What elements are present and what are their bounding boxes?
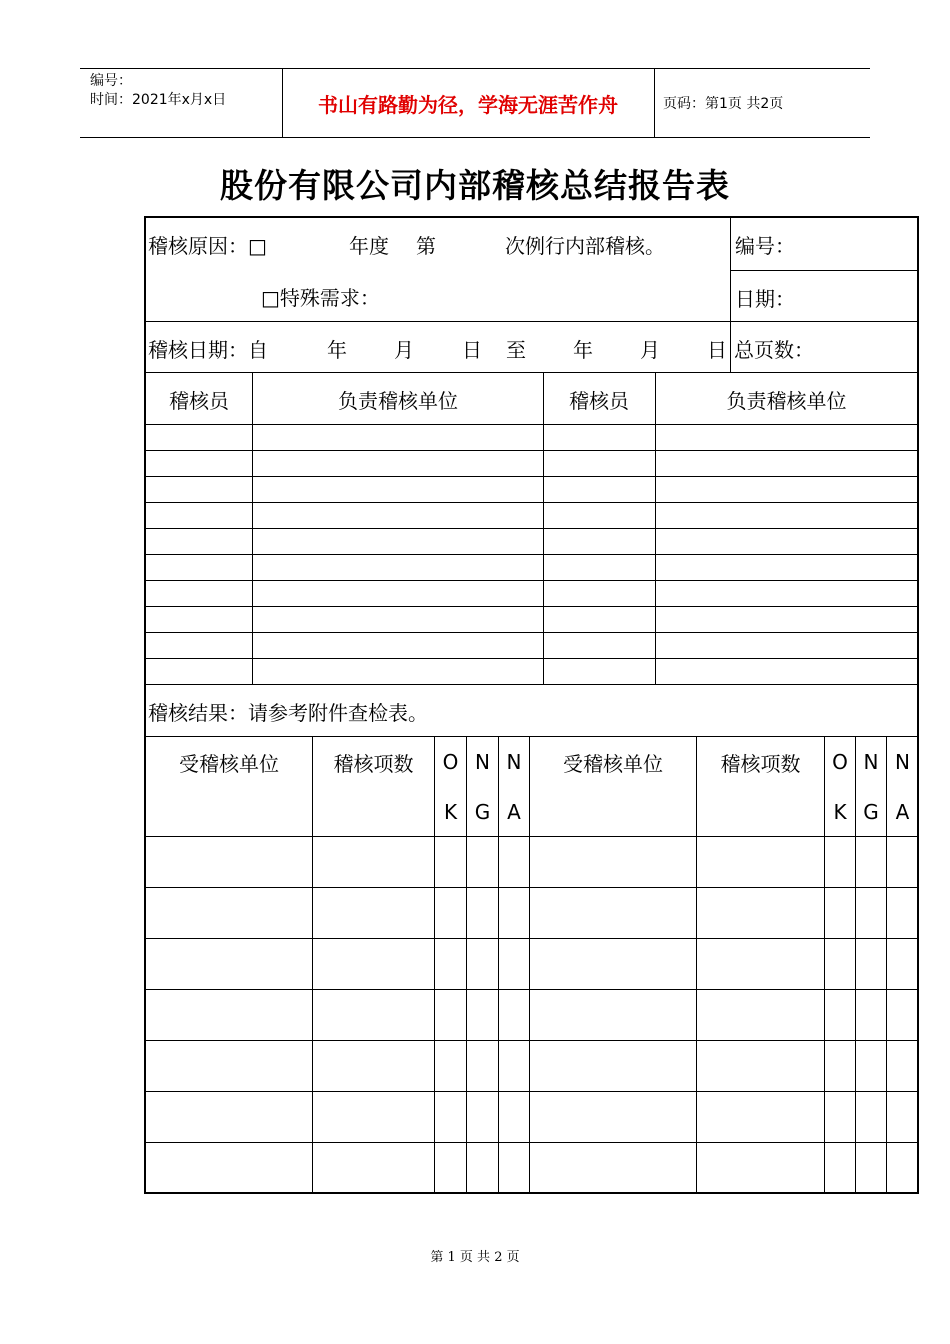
form-border-top [144,216,919,218]
auditor-header-1: 稽核员 [169,389,229,413]
page-title: 股份有限公司内部稽核总结报告表 [220,166,730,205]
items-header-left: 稽核项数 [333,752,414,776]
table-row [144,606,918,607]
grid-line [144,321,918,322]
audit-date-month2: 月 [640,338,660,362]
audit-date-to: 至 [506,338,526,362]
ng-header-right-top: N [863,750,879,774]
table-row [144,502,918,503]
grid-line [529,736,530,1193]
table-row [144,450,918,451]
table-row [144,938,918,939]
table-row [144,1040,918,1041]
form-border-right [917,216,919,1194]
na-header-left-bottom: A [507,800,521,824]
table-row [144,836,918,837]
table-row [144,580,918,581]
na-header-right-bottom: A [895,800,910,824]
ng-header-left-bottom: G [474,800,491,824]
grid-line [855,736,856,1193]
grid-line [498,736,499,1193]
table-row [144,1091,918,1092]
motto: 书山有路勤为径，学海无涯苦作舟 [318,92,618,117]
form-border-left [144,216,146,1194]
number-field-label: 编号： [735,234,795,258]
unit-header-2: 负责稽核单位 [726,389,847,413]
audit-date-year2: 年 [573,338,593,362]
reason-nth: 第 [416,234,436,258]
table-row [144,476,918,477]
ng-header-left-top: N [475,750,490,774]
total-pages-label: 总页数： [734,338,814,362]
audit-date-label: 稽核日期：自 [148,338,268,362]
auditor-header-2: 稽核员 [569,389,629,413]
ok-header-right-top: O [832,750,848,774]
grid-line [312,736,313,1193]
reason-label: 稽核原因：□ [148,234,267,258]
grid-line [886,736,887,1193]
na-header-right-top: N [895,750,910,774]
form-border-bottom [144,1192,919,1194]
table-row [144,424,918,425]
unit-header-left: 受稽核单位 [179,752,279,776]
reason-routine: 次例行内部稽核。 [505,234,665,258]
time-label: 时间：2021年x月x日 [90,92,227,108]
reason-year: 年度 [349,234,389,258]
number-label: 编号： [90,73,132,89]
audit-date-day1: 日 [462,338,482,362]
ok-header-right-bottom: K [833,800,847,824]
ok-header-left-top: O [442,750,459,774]
table-row [144,989,918,990]
unit-header-right: 受稽核单位 [563,752,663,776]
items-header-right: 稽核项数 [720,752,801,776]
page-footer: 第 1 页 共 2 页 [430,1250,520,1265]
table-row [144,1142,918,1143]
table-row [144,632,918,633]
grid-line [434,736,435,1193]
grid-line [466,736,467,1193]
table-row [144,684,918,685]
grid-line [730,270,918,271]
audit-date-day2: 日 [707,338,727,362]
grid-line [144,736,918,737]
audit-date-month1: 月 [394,338,414,362]
grid-line [696,736,697,1193]
table-row [144,658,918,659]
table-row [144,554,918,555]
result-label: 稽核结果：请参考附件查检表。 [148,701,428,725]
right-column-divider [730,216,731,372]
na-header-left-top: N [506,750,522,774]
page-info: 页码：第1页 共2页 [663,96,784,112]
grid-line [824,736,825,1193]
table-row [144,528,918,529]
table-row [144,887,918,888]
date-field-label: 日期： [735,287,795,311]
ok-header-left-bottom: K [443,800,458,824]
grid-line [144,372,918,373]
audit-date-year1: 年 [327,338,347,362]
unit-header-1: 负责稽核单位 [338,389,458,413]
reason-special: □特殊需求： [261,286,380,310]
ng-header-right-bottom: G [863,800,879,824]
